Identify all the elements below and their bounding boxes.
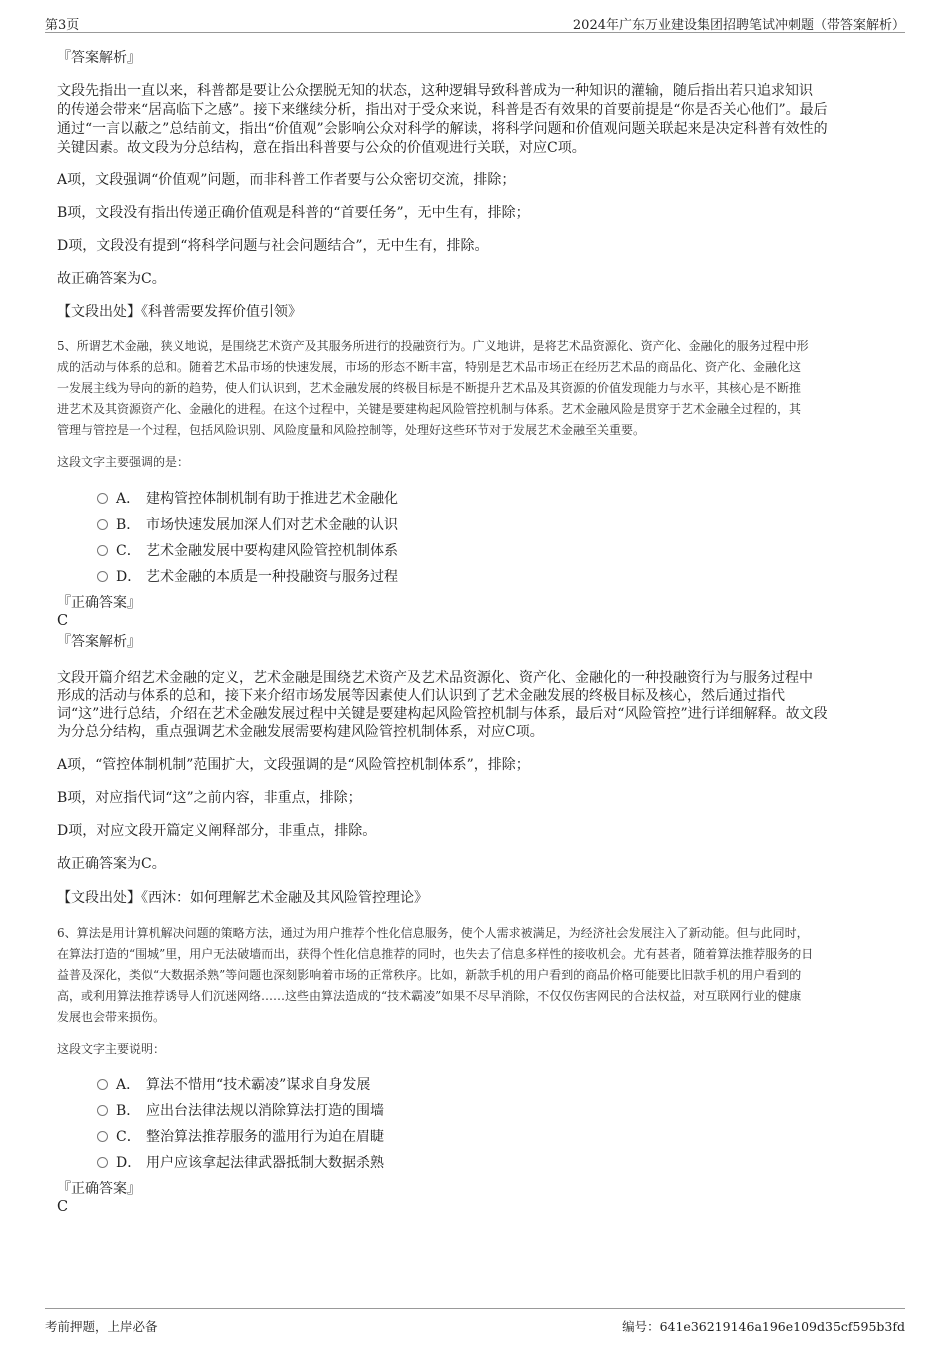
page-header [45, 10, 905, 33]
option-note-a: A项，“管控体制机制”范围扩大，文段强调的是“风险管控机制体系”，排除； [57, 757, 530, 773]
option-a[interactable]: A． 算法不惜用“技术霸凌”谋求自身发展 [97, 1074, 370, 1094]
option-c[interactable]: C． 艺术金融发展中要构建风险管控机制体系 [97, 540, 398, 560]
option-d[interactable]: D． 艺术金融的本质是一种投融资与服务过程 [97, 566, 398, 586]
analysis-line: 关键因素。故文段为分总结构，意在指出科普要与公众的价值观进行关联，对应C项。 [57, 140, 586, 156]
option-b[interactable]: B． 市场快速发展加深人们对艺术金融的认识 [97, 514, 398, 534]
option-d[interactable]: D． 用户应该拿起法律武器抵制大数据杀熟 [97, 1152, 384, 1172]
option-note-b: B项，对应指代词“这”之前内容，非重点，排除； [57, 790, 362, 806]
question-line: 成的活动与体系的总和。随着艺术品市场的快速发展，市场的形态不断丰富，特别是艺术品市场正在经历艺术品的商品化、资产化、金融化这 [57, 360, 802, 374]
radio-button[interactable] [97, 1157, 108, 1168]
analysis-line: 文段开篇介绍艺术金融的定义，艺术金融是围绕艺术资产及艺术品资源化、资产化、金融化的一种投融资行为与服务过程中 [57, 670, 813, 686]
page-footer [45, 1308, 905, 1341]
option-a[interactable]: A． 建构管控体制机制有助于推进艺术金融化 [97, 488, 398, 508]
question-line: 5、所谓艺术金融，狭义地说，是围绕艺术资产及其服务所进行的投融资行为。广义地讲，是将艺术品资源化、资产化、金融化的服务过程中形 [57, 339, 809, 353]
analysis-line: 的传递会带来“居高临下之感”。接下来继续分析，指出对于受众来说，科普是否有效果的首要前提是“你是否关心他们”。最后 [57, 102, 828, 118]
option-note-a: A项，文段强调“价值观”问题，而非科普工作者要与公众密切交流，排除； [57, 172, 516, 188]
option-b[interactable]: B． 应出台法律法规以消除算法打造的围墙 [97, 1100, 384, 1120]
analysis-line: 为分总分结构，重点强调艺术金融发展需要构建风险管控机制体系，对应C项。 [57, 724, 544, 740]
footer-slogan: 考前押题，上岸必备 [45, 1319, 158, 1334]
question-line: 进艺术及其资源资产化、金融化的进程。在这个过程中，关键是要建构起风险管控机制与体系。艺术金融风险是贯穿于艺术金融全过程的，其 [57, 402, 802, 416]
radio-button[interactable] [97, 1079, 108, 1090]
radio-button[interactable] [97, 493, 108, 504]
radio-button[interactable] [97, 571, 108, 582]
answer-label: 『正确答案』 [57, 1181, 141, 1197]
question-line: 在算法打造的“围城”里，用户无法破墙而出，获得个性化信息推荐的同时，也失去了信息多样性的接收机会。尤有甚者，随着算法推荐服务的日 [57, 947, 814, 961]
question-line: 6、算法是用计算机解决问题的策略方法，通过为用户推荐个性化信息服务，使个人需求被满足，为经济社会发展注入了新动能。但与此同时， [57, 926, 809, 940]
analysis-label: 『答案解析』 [57, 634, 141, 650]
option-note-d: D项，对应文段开篇定义阐释部分，非重点，排除。 [57, 823, 377, 839]
answer-conclusion: 故正确答案为C。 [57, 271, 166, 287]
document-id: 编号：641e36219146a196e109d35cf595b3fd [622, 1319, 905, 1334]
radio-button[interactable] [97, 1105, 108, 1116]
question-line: 益普及深化，类似“大数据杀熟”等问题也深刻影响着市场的正常秩序。比如，新款手机的用户看到的商品价格可能要比旧款手机的用户看到的 [57, 968, 802, 982]
option-c[interactable]: C． 整治算法推荐服务的滥用行为迫在眉睫 [97, 1126, 384, 1146]
question-line: 发展也会带来损伤。 [57, 1010, 166, 1024]
question-line: 一发展主线为导向的新的趋势，使人们认识到，艺术金融发展的终极目标是不断提升艺术品及其资源的价值发现能力与水平，其核心是不断推 [57, 381, 802, 395]
question-line: 高，或利用算法推荐诱导人们沉迷网络……这些由算法造成的“技术霸凌”如果不尽早消除，不仅仅伤害网民的合法权益，对互联网行业的健康 [57, 989, 802, 1003]
analysis-line: 通过“一言以蔽之”总结前文，指出“价值观”会影响公众对科学的解读，将科学问题和价值观问题关联起来是决定科普有效性的 [57, 121, 828, 137]
page-number: 第3页 [45, 18, 80, 33]
analysis-label: 『答案解析』 [57, 50, 141, 66]
analysis-line: 形成的活动与体系的总和，接下来介绍市场发展等因素使人们认识到了艺术金融发展的终极目标及核心，然后通过指代 [57, 688, 785, 704]
source-citation: 【文段出处】《西沐：如何理解艺术金融及其风险管控理论》 [57, 890, 428, 906]
option-note-d: D项，文段没有提到“将科学问题与社会问题结合”，无中生有，排除。 [57, 238, 489, 254]
answer-label: 『正确答案』 [57, 595, 141, 611]
document-title: 2024年广东万业建设集团招聘笔试冲刺题（带答案解析） [572, 18, 905, 33]
analysis-line: 文段先指出一直以来，科普都是要让公众摆脱无知的状态，这种逻辑导致科普成为一种知识的灌输，随后指出若只追求知识 [57, 83, 813, 99]
question-line: 管理与管控是一个过程，包括风险识别、风险度量和风险控制等，处理好这些环节对于发展艺术金融至关重要。 [57, 423, 646, 437]
source-citation: 【文段出处】《科普需要发挥价值引领》 [57, 304, 302, 320]
analysis-line: 词“这”进行总结，介绍在艺术金融发展过程中关键是要建构起风险管控机制与体系，最后对“风险管控”进行详细解释。故文段 [57, 706, 828, 722]
option-note-b: B项，文段没有指出传递正确价值观是科普的“首要任务”，无中生有，排除； [57, 205, 530, 221]
question-prompt: 这段文字主要强调的是： [57, 455, 190, 469]
correct-answer: C [57, 613, 69, 629]
question-prompt: 这段文字主要说明： [57, 1042, 166, 1056]
radio-button[interactable] [97, 545, 108, 556]
radio-button[interactable] [97, 1131, 108, 1142]
correct-answer: C [57, 1199, 69, 1215]
answer-conclusion: 故正确答案为C。 [57, 856, 166, 872]
radio-button[interactable] [97, 519, 108, 530]
